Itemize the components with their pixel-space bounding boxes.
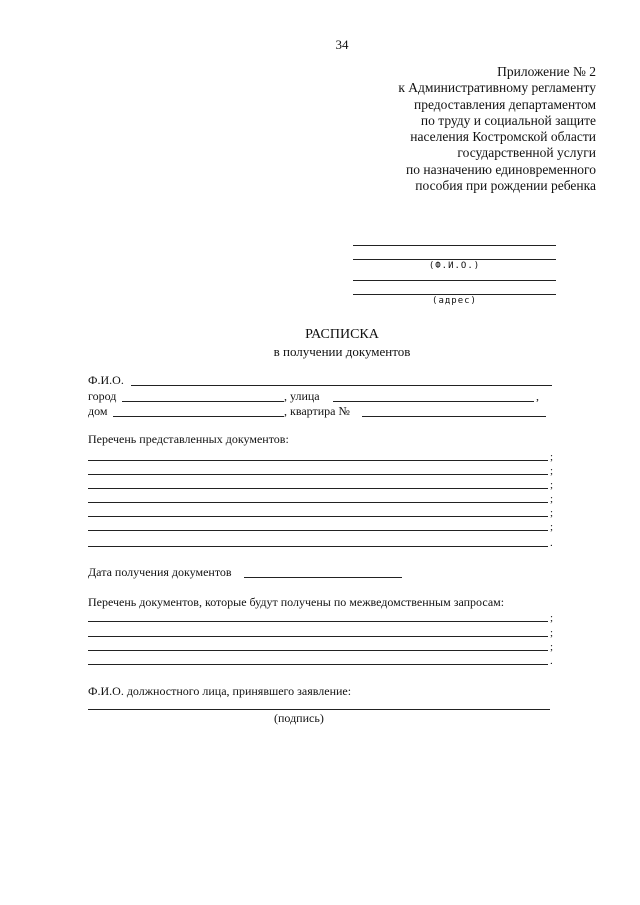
appendix-line: по назначению единовременного bbox=[406, 161, 596, 177]
city-field[interactable] bbox=[122, 401, 284, 402]
signature-caption: (подпись) bbox=[274, 711, 324, 725]
receipt-date-field[interactable] bbox=[244, 577, 402, 578]
submitted-doc-line[interactable] bbox=[88, 546, 548, 547]
city-label: город bbox=[88, 389, 117, 403]
line-separator: ; bbox=[550, 627, 554, 639]
receipt-date-label: Дата получения документов bbox=[88, 565, 232, 579]
appendix-line: к Административному регламенту bbox=[398, 80, 596, 96]
line-separator: ; bbox=[550, 612, 554, 624]
appendix-line: Приложение № 2 bbox=[497, 64, 596, 79]
document-subtitle: в получении документов bbox=[273, 344, 411, 359]
official-fio-field[interactable] bbox=[88, 709, 550, 710]
appendix-line: населения Костромской области bbox=[410, 129, 596, 145]
apartment-field[interactable] bbox=[362, 416, 546, 417]
interagency-docs-label: Перечень документов, которые будут получены по межведомственным запросам: bbox=[88, 595, 505, 609]
line-separator: ; bbox=[550, 479, 554, 491]
fio-caption: (Ф.И.О.) bbox=[428, 261, 481, 271]
submitted-docs-label: Перечень представленных документов: bbox=[88, 432, 289, 446]
street-label: , улица bbox=[284, 389, 320, 403]
street-end: , bbox=[536, 389, 539, 403]
document-title: РАСПИСКА bbox=[305, 327, 379, 342]
official-label: Ф.И.О. должностного лица, принявшего заявление: bbox=[88, 684, 352, 698]
submitted-doc-line[interactable] bbox=[88, 530, 548, 531]
address-caption: (адрес) bbox=[432, 296, 477, 306]
submitted-doc-line[interactable] bbox=[88, 502, 548, 503]
fio-field[interactable] bbox=[131, 385, 552, 386]
interagency-doc-line[interactable] bbox=[88, 664, 548, 665]
apartment-label: , квартира № bbox=[284, 404, 350, 418]
submitted-doc-line[interactable] bbox=[88, 474, 548, 475]
street-field[interactable] bbox=[333, 401, 534, 402]
page-number: 34 bbox=[335, 37, 349, 52]
appendix-line: пособия при рождении ребенка bbox=[415, 178, 596, 194]
line-separator: ; bbox=[550, 521, 554, 533]
applicant-address-line[interactable] bbox=[353, 280, 556, 281]
line-separator: ; bbox=[550, 451, 554, 463]
line-separator: ; bbox=[550, 493, 554, 505]
submitted-doc-line[interactable] bbox=[88, 460, 548, 461]
house-field[interactable] bbox=[113, 416, 284, 417]
submitted-doc-line[interactable] bbox=[88, 516, 548, 517]
appendix-line: по труду и социальной защите bbox=[420, 112, 596, 128]
line-separator: ; bbox=[550, 507, 554, 519]
appendix-block bbox=[398, 64, 596, 194]
applicant-fio-line[interactable] bbox=[353, 245, 556, 246]
line-separator: ; bbox=[550, 465, 554, 477]
applicant-address-line[interactable] bbox=[353, 294, 556, 295]
appendix-line: предоставления департаментом bbox=[414, 96, 596, 112]
interagency-doc-line[interactable] bbox=[88, 636, 548, 637]
interagency-doc-line[interactable] bbox=[88, 650, 548, 651]
line-end: . bbox=[550, 655, 553, 667]
line-separator: ; bbox=[550, 641, 554, 653]
interagency-doc-line[interactable] bbox=[88, 621, 548, 622]
house-label: дом bbox=[88, 404, 108, 418]
appendix-line: государственной услуги bbox=[457, 145, 596, 161]
line-end: . bbox=[550, 537, 553, 549]
fio-label: Ф.И.О. bbox=[88, 373, 124, 387]
submitted-doc-line[interactable] bbox=[88, 488, 548, 489]
applicant-fio-line[interactable] bbox=[353, 259, 556, 260]
